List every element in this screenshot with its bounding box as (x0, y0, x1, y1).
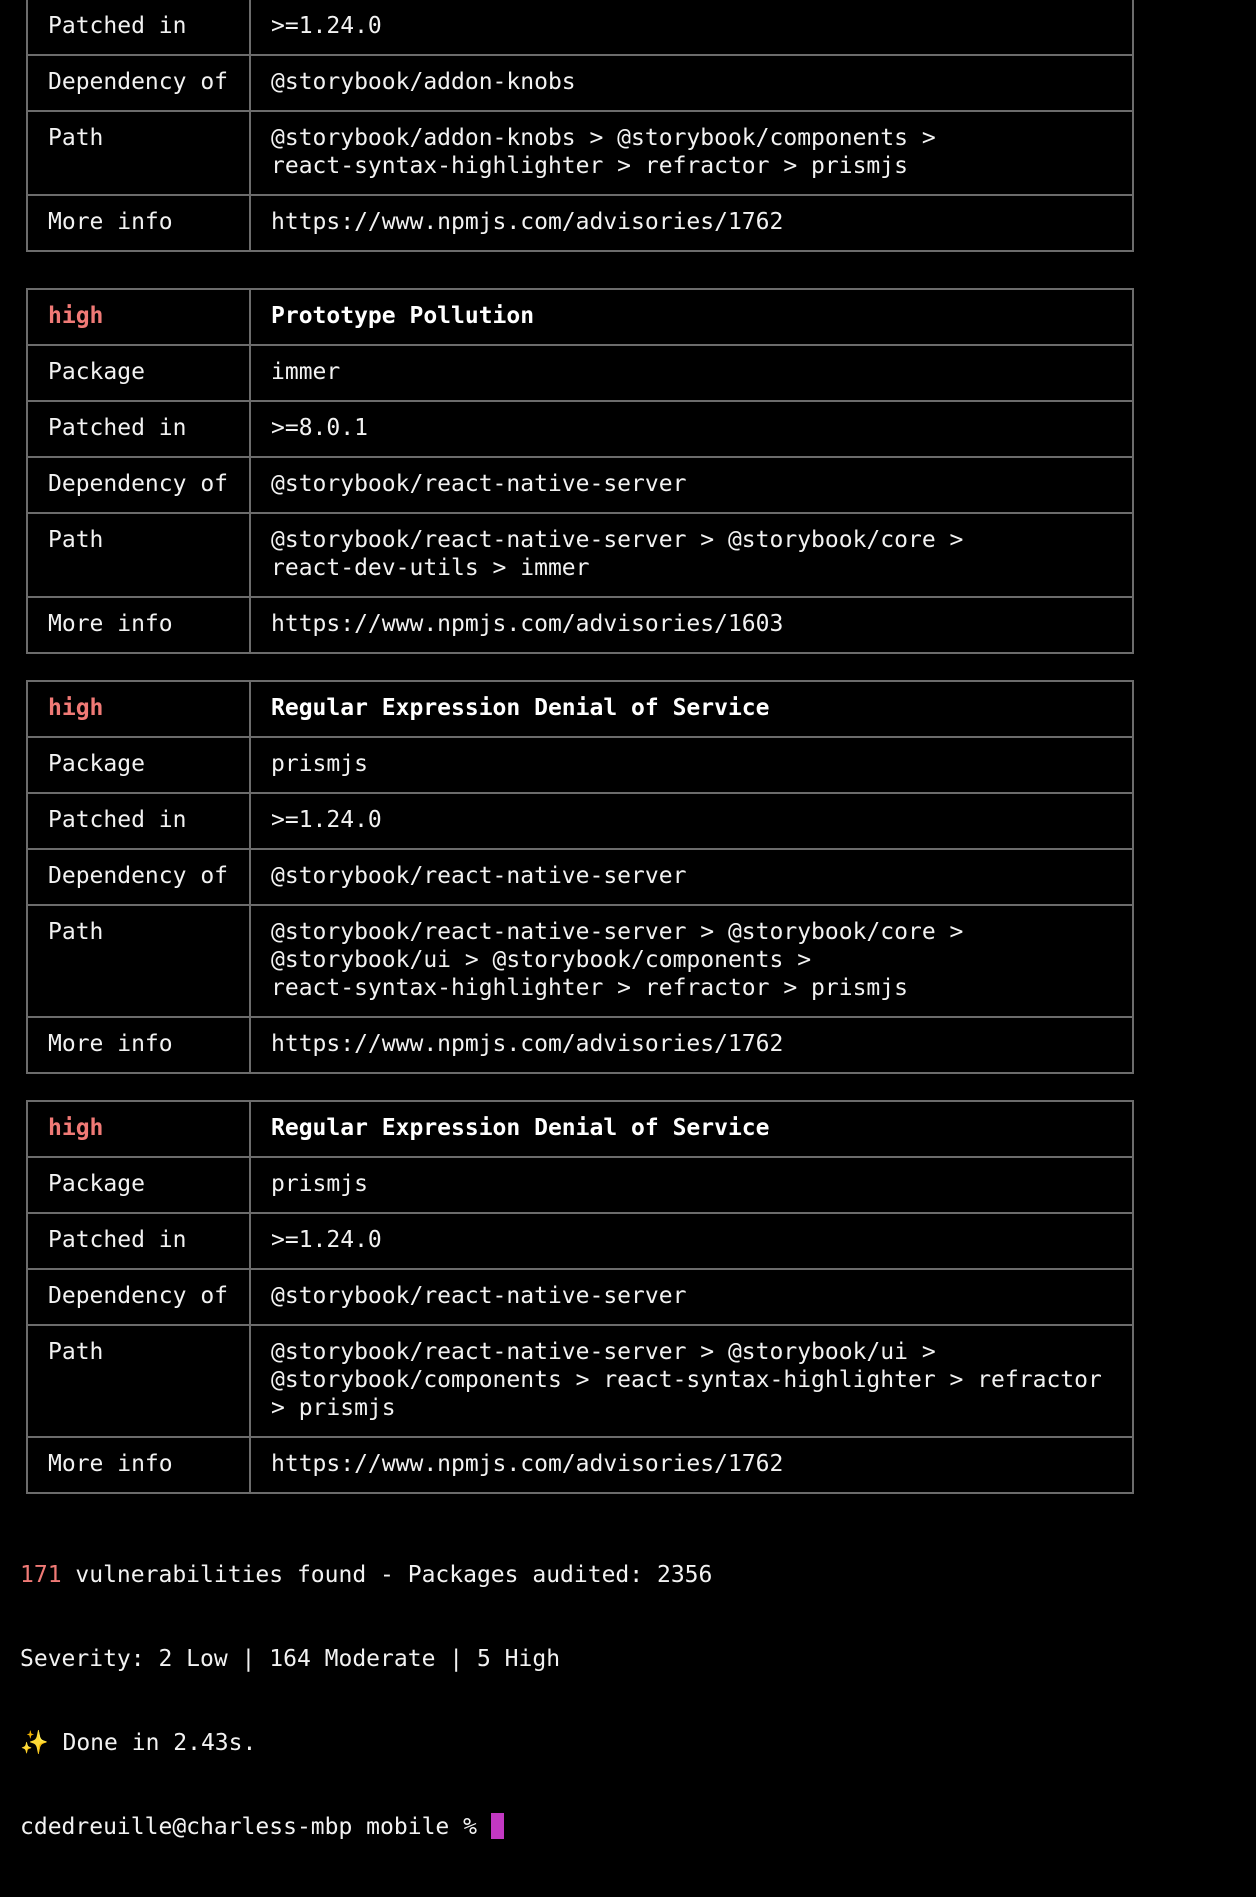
row-value: >=8.0.1 (271, 415, 368, 441)
table-row (28, 110, 1132, 194)
row-value: @storybook/react-native-server > @storybook/core > @storybook/ui > @storybook/components > react-syntax-highlighter > refractor > prismjs (271, 919, 964, 1001)
row-value: immer (271, 359, 341, 385)
advisory-title: Regular Expression Denial of Service (271, 695, 770, 721)
row-value: @storybook/addon-knobs > @storybook/components > react-syntax-highlighter > refractor > prismjs (271, 125, 936, 179)
row-key: More info (28, 1018, 251, 1072)
row-value: prismjs (271, 1171, 368, 1197)
audit-summary (20, 1505, 712, 1897)
table-row (28, 1212, 1132, 1268)
advisory-table (26, 1100, 1134, 1494)
advisory-title: Prototype Pollution (271, 303, 535, 329)
row-key: Path (28, 1326, 251, 1436)
severity-line: Severity: 2 Low | 164 Moderate | 5 High (20, 1646, 561, 1672)
table-row (28, 1436, 1132, 1492)
row-key: Path (28, 112, 251, 194)
advisory-header-row (28, 290, 1132, 344)
terminal-cursor[interactable] (491, 1813, 504, 1839)
done-line (20, 1729, 712, 1757)
row-value: prismjs (271, 751, 368, 777)
advisory-table-partial (26, 0, 1134, 252)
row-value: @storybook/addon-knobs (271, 69, 576, 95)
table-row (28, 1156, 1132, 1212)
sparkles-icon: ✨ (20, 1730, 49, 1756)
row-key: Package (28, 1158, 251, 1212)
row-value: >=1.24.0 (271, 13, 382, 39)
row-value: >=1.24.0 (271, 1227, 382, 1253)
advisory-title: Regular Expression Denial of Service (271, 1115, 770, 1141)
advisory-table (26, 288, 1134, 654)
table-row (28, 400, 1132, 456)
row-key: Dependency of (28, 458, 251, 512)
row-key: Patched in (28, 1214, 251, 1268)
row-key: More info (28, 1438, 251, 1492)
row-key: More info (28, 598, 251, 652)
row-value: @storybook/react-native-server (271, 471, 687, 497)
row-key: Dependency of (28, 56, 251, 110)
row-value: >=1.24.0 (271, 807, 382, 833)
row-value: @storybook/react-native-server (271, 1283, 687, 1309)
table-row (28, 194, 1132, 250)
table-row (28, 792, 1132, 848)
table-row (28, 512, 1132, 596)
table-row (28, 848, 1132, 904)
done-text: Done in 2.43s. (48, 1730, 257, 1756)
table-row (28, 1324, 1132, 1436)
row-key: Package (28, 738, 251, 792)
row-key: Path (28, 514, 251, 596)
table-row (28, 54, 1132, 110)
table-row (28, 456, 1132, 512)
row-key: Patched in (28, 794, 251, 848)
vulnerabilities-line (20, 1561, 712, 1589)
row-key: Dependency of (28, 850, 251, 904)
table-row (28, 1016, 1132, 1072)
shell-prompt: cdedreuille@charless-mbp mobile % (20, 1814, 491, 1840)
row-value: https://www.npmjs.com/advisories/1762 (271, 1451, 784, 1477)
table-row (28, 0, 1132, 54)
advisory-header-row (28, 1102, 1132, 1156)
severity-label: high (28, 290, 251, 344)
severity-label: high (28, 682, 251, 736)
row-value: @storybook/react-native-server > @storybook/core > react-dev-utils > immer (271, 527, 964, 581)
row-key: Patched in (28, 0, 251, 54)
row-key: More info (28, 196, 251, 250)
advisory-header-row (28, 682, 1132, 736)
advisory-table (26, 680, 1134, 1074)
row-key: Dependency of (28, 1270, 251, 1324)
table-row (28, 904, 1132, 1016)
severity-label: high (28, 1102, 251, 1156)
row-value: @storybook/react-native-server (271, 863, 687, 889)
row-value: https://www.npmjs.com/advisories/1762 (271, 209, 784, 235)
row-key: Patched in (28, 402, 251, 456)
row-key: Path (28, 906, 251, 1016)
row-value: @storybook/react-native-server > @storybook/ui > @storybook/components > react-syntax-highlighter > refractor > prismjs (271, 1339, 1102, 1421)
vulnerabilities-text: vulnerabilities found - Packages audited: 2356 (61, 1562, 713, 1588)
row-key: Package (28, 346, 251, 400)
row-value: https://www.npmjs.com/advisories/1762 (271, 1031, 784, 1057)
table-row (28, 344, 1132, 400)
vulnerability-count: 171 (20, 1562, 62, 1588)
table-row (28, 736, 1132, 792)
table-row (28, 596, 1132, 652)
table-row (28, 1268, 1132, 1324)
shell-prompt-line[interactable] (20, 1813, 712, 1841)
row-value: https://www.npmjs.com/advisories/1603 (271, 611, 784, 637)
